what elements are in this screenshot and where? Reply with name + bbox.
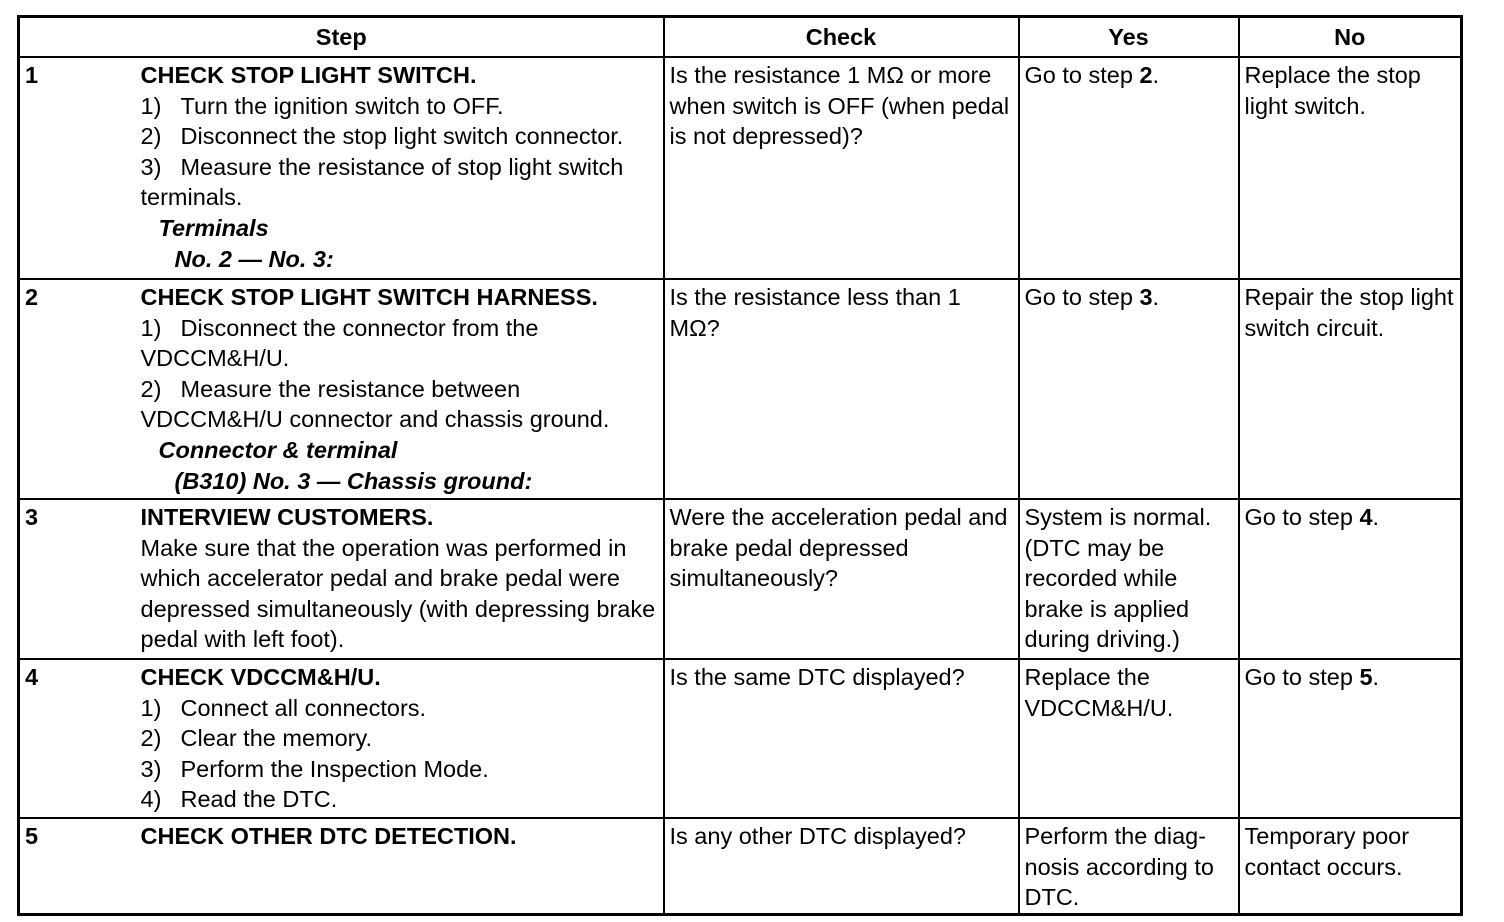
- step-title: CHECK STOP LIGHT SWITCH HARNESS.: [140, 284, 598, 310]
- table-row: [19, 659, 1462, 818]
- step-description: [141, 659, 664, 818]
- header-no: No: [1239, 17, 1462, 58]
- yes-cell: System is normal. (DTC may be recorded while brake is applied during driving.): [1019, 499, 1239, 659]
- yes-cell: Perform the diag-nosis according to DTC.: [1019, 818, 1239, 915]
- table-row: [19, 499, 1462, 659]
- yes-cell: Go to step 3.: [1019, 279, 1239, 499]
- step-description: [141, 57, 664, 279]
- no-cell: Repair the stop light switch circuit.: [1239, 279, 1462, 499]
- step-description: [141, 818, 664, 915]
- no-cell: Go to step 5.: [1239, 659, 1462, 818]
- step-title: CHECK VDCCM&H/U.: [140, 664, 381, 690]
- spec-value: (B310) No. 3 — Chassis ground:: [174, 467, 533, 494]
- substep: 2) Disconnect the stop light switch connector.: [140, 123, 624, 150]
- substep: 3) Measure the resistance of stop light switch terminals.: [140, 153, 624, 211]
- table-row: [19, 57, 1462, 279]
- step-title: CHECK STOP LIGHT SWITCH.: [140, 62, 477, 88]
- check-cell: Is the resistance 1 MΩ or more when switch is OFF (when pedal is not depressed)?: [664, 57, 1019, 279]
- diagnostic-table: [17, 15, 1463, 916]
- substep: 2) Measure the resistance between VDCCM&H/U connector and chassis ground.: [140, 375, 610, 433]
- spec-value: No. 2 — No. 3:: [174, 245, 334, 272]
- step-number: 5: [19, 818, 141, 915]
- spec-heading: Connector & terminal: [158, 436, 398, 463]
- no-cell: Temporary poor contact occurs.: [1239, 818, 1462, 915]
- step-number: 1: [19, 57, 141, 279]
- check-cell: Were the acceleration pedal and brake pedal depressed simultaneously?: [664, 499, 1019, 659]
- header-yes: Yes: [1019, 17, 1239, 58]
- step-title: CHECK OTHER DTC DETECTION.: [140, 823, 517, 849]
- header-step: Step: [19, 17, 664, 58]
- step-body: Make sure that the operation was performed in which accelerator pedal and brake pedal were depressed simultaneously (with depressing brake pedal with left foot).: [140, 534, 656, 653]
- no-cell: Go to step 4.: [1239, 499, 1462, 659]
- yes-cell: Replace the VDCCM&H/U.: [1019, 659, 1239, 818]
- check-cell: Is the same DTC displayed?: [664, 659, 1019, 818]
- substep: 1) Connect all connectors.: [140, 694, 427, 721]
- step-title: INTERVIEW CUSTOMERS.: [140, 504, 434, 530]
- substep: 2) Clear the memory.: [140, 725, 373, 752]
- substep: 3) Perform the Inspection Mode.: [140, 755, 489, 782]
- no-cell: Replace the stop light switch.: [1239, 57, 1462, 279]
- substep: 1) Turn the ignition switch to OFF.: [140, 92, 504, 119]
- check-cell: Is the resistance less than 1 MΩ?: [664, 279, 1019, 499]
- step-number: 4: [19, 659, 141, 818]
- substep: 1) Disconnect the connector from the VDCCM&H/U.: [140, 314, 539, 372]
- yes-cell: Go to step 2.: [1019, 57, 1239, 279]
- header-check: Check: [664, 17, 1019, 58]
- table-header-row: [19, 17, 1462, 58]
- spec-heading: Terminals: [158, 214, 269, 241]
- step-number: 2: [19, 279, 141, 499]
- step-description: [141, 499, 664, 659]
- step-description: [141, 279, 664, 499]
- table-row: [19, 818, 1462, 915]
- diagnostic-procedure-sheet: [17, 15, 1460, 916]
- table-row: [19, 279, 1462, 499]
- step-number: 3: [19, 499, 141, 659]
- check-cell: Is any other DTC displayed?: [664, 818, 1019, 915]
- substep: 4) Read the DTC.: [140, 786, 338, 813]
